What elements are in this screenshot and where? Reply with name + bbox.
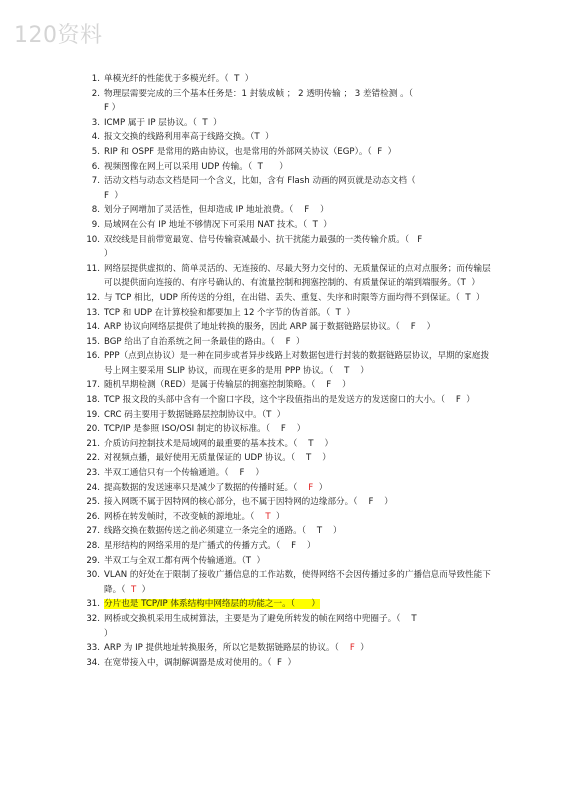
answer-mark: T <box>130 584 137 595</box>
item-text: TCP 报文段的头部中含有一个窗口字段，这个字段值指出的是发送方的发送窗口的大小。（ F ） <box>104 395 475 406</box>
list-item <box>86 422 496 437</box>
list-item <box>86 233 496 262</box>
item-number: 29. <box>86 555 100 566</box>
list-item <box>86 539 496 554</box>
item-text: RIP 和 OSPF 是常用的路由协议，也是常用的外部网关协议（EGP）。（ F ） <box>104 146 397 157</box>
item-number: 20. <box>86 424 100 435</box>
watermark-logo: 120资料 <box>14 23 103 48</box>
answer-mark: F <box>349 643 355 654</box>
list-item <box>86 174 496 203</box>
answer-mark: T <box>265 511 271 522</box>
list-item <box>86 72 496 87</box>
item-number: 8. <box>91 205 100 216</box>
item-number: 11. <box>86 263 100 274</box>
list-item <box>86 291 496 306</box>
item-text: 单模光纤的性能优于多模光纤。（ T ） <box>104 74 254 84</box>
list-item <box>86 451 496 466</box>
item-number: 23. <box>86 468 100 479</box>
item-text: 双绞线是目前带宽最宽、信号传输衰减最小、抗干扰能力最强的一类传输介质。（ F ） <box>104 234 423 260</box>
item-text: BGP 给出了自治系统之间一条最佳的路由。（ F ） <box>104 336 305 347</box>
item-text: 星形结构的网络采用的是广播式的传播方式。（ F ） <box>104 541 316 551</box>
item-number: 10. <box>86 234 100 245</box>
list-item <box>86 262 496 291</box>
list-item <box>86 612 496 641</box>
item-text: 提高数据的发送速率只是减少了数据的传播时延。（ F ） <box>104 482 328 493</box>
item-text: 接入网既不属于因特网的核心部分，也不属于因特网的边缘部分。（ F ） <box>104 497 393 508</box>
item-text: 随机早期检测（RED）是属于传输层的拥塞控制策略。（ F ） <box>104 380 351 391</box>
list-item <box>86 335 496 350</box>
item-text: ARP 为 IP 提供地址转换服务，所以它是数据链路层的协议。（ F ） <box>104 643 369 654</box>
item-text: 报文交换的线路利用率高于线路交换。（T ） <box>104 132 274 143</box>
item-text: PPP（点到点协议）是一种在同步或者异步线路上对数据包进行封装的数据链路层协议，早期的家庭拨号上网主要采用 SLIP 协议，而现在更多的是用 PPP 协议。（ T ） <box>104 351 490 376</box>
list-item <box>86 393 496 408</box>
list-item <box>86 495 496 510</box>
item-number: 2. <box>91 88 100 99</box>
item-number: 4. <box>91 132 100 143</box>
list-item <box>86 116 496 131</box>
item-number: 32. <box>86 613 100 624</box>
list-item <box>86 160 496 175</box>
list-item <box>86 554 496 569</box>
item-text: 分片也是 TCP/IP 体系结构中网络层的功能之一。（ ） <box>104 599 320 610</box>
item-number: 14. <box>86 322 100 333</box>
item-number: 18. <box>86 395 100 406</box>
list-item <box>86 349 496 378</box>
item-number: 25. <box>86 497 100 508</box>
item-number: 30. <box>86 570 100 581</box>
item-number: 15. <box>86 336 100 347</box>
list-item <box>86 145 496 160</box>
item-number: 19. <box>86 409 100 420</box>
item-text: 与 TCP 相比，UDP 所传送的分组，在出错、丢失、重复、失序和时限等方面均得不到保证。（ T ） <box>104 292 485 303</box>
question-list <box>86 72 496 670</box>
item-number: 34. <box>86 657 100 668</box>
item-text: 在宽带接入中，调制解调器是成对使用的。（ F ） <box>104 657 297 668</box>
list-item <box>86 218 496 233</box>
item-text: 介质访问控制技术是局域网的最重要的基本技术。（ T ） <box>104 438 334 449</box>
item-number: 13. <box>86 307 100 318</box>
item-number: 6. <box>91 161 100 172</box>
item-text: ARP 协议向网络层提供了地址转换的服务，因此 ARP 属于数据链路层协议。（ F ） <box>104 322 436 333</box>
item-text: 活动文档与动态文档是同一个含义，比如，含有 Flash 动画的网页就是动态文档（ F ） <box>104 176 416 201</box>
item-number: 17. <box>86 380 100 391</box>
item-text: 物理层需要完成的三个基本任务是：1 封装成帧 ； 2 透明传输 ； 3 差错检测 。（ F ） <box>104 88 413 114</box>
item-number: 31. <box>86 599 100 610</box>
item-text: 线路交换在数据传送之前必须建立一条完全的通路。（ T ） <box>104 526 342 537</box>
item-number: 27. <box>86 526 100 537</box>
list-item <box>86 510 496 525</box>
list-item <box>86 203 496 218</box>
list-item <box>86 437 496 452</box>
item-number: 5. <box>91 146 100 157</box>
item-text: TCP 和 UDP 在计算校验和都要加上 12 个字节的伪首部。（ T ） <box>104 307 355 318</box>
item-text: TCP/IP 是参照 ISO/OSI 制定的协议标准。（ F ） <box>104 424 306 435</box>
item-text: 视频图像在网上可以采用 UDP 传输。（ T ） <box>104 161 288 172</box>
item-number: 26. <box>86 511 100 522</box>
item-number: 22. <box>86 453 100 464</box>
item-number: 9. <box>91 219 100 230</box>
item-number: 16. <box>86 351 100 362</box>
list-item <box>86 408 496 423</box>
item-number: 33. <box>86 643 100 654</box>
item-number: 12. <box>86 292 100 303</box>
list-item <box>86 378 496 393</box>
item-text: 网桥在转发帧时，不改变帧的源地址。（ T ） <box>104 511 285 522</box>
list-item <box>86 568 496 597</box>
item-text: 网桥或交换机采用生成树算法，主要是为了避免所转发的帧在网络中兜圈子。（ T ） <box>104 613 417 639</box>
list-item <box>86 130 496 145</box>
item-text: 半双工与全双工都有两个传输通道。（T ） <box>104 555 266 566</box>
item-text: 局域网在公有 IP 地址不够情况下可采用 NAT 技术。（ T ） <box>104 219 332 230</box>
item-number: 1. <box>91 74 100 84</box>
item-text: ICMP 属于 IP 层协议。（ T ） <box>104 117 222 128</box>
item-number: 28. <box>86 541 100 551</box>
list-item <box>86 656 496 671</box>
item-text: VLAN 的好处在于限制了接收广播信息的工作站数，使得网络不会因传播过多的广播信息而导致性能下降。（ T ） <box>104 570 491 595</box>
item-text: CRC 码主要用于数据链路层控制协议中。（T ） <box>104 409 286 420</box>
answer-mark: F <box>308 482 314 493</box>
list-item <box>86 641 496 656</box>
item-number: 24. <box>86 482 100 493</box>
list-item <box>86 320 496 335</box>
item-text: 划分子网增加了灵活性，但却造成 IP 地址浪费。（ F ） <box>104 205 329 216</box>
list-item-highlighted <box>86 597 496 612</box>
list-item <box>86 481 496 496</box>
list-item <box>86 524 496 539</box>
item-text: 网络层提供虚拟的、简单灵活的、无连接的、尽最大努力交付的、无质量保证的点对点服务；而传输层可以提供面向连接的、有序号确认的、有流量控制和拥塞控制的、有质量保证的端到端服务。（T ） <box>104 263 491 289</box>
item-text: 对视频点播，最好使用无质量保证的 UDP 协议。（ T ） <box>104 453 331 464</box>
item-number: 7. <box>91 176 100 187</box>
list-item <box>86 87 496 116</box>
item-number: 3. <box>91 117 100 128</box>
list-item <box>86 466 496 481</box>
item-text: 半双工通信只有一个传输通道。（ F ） <box>104 468 264 479</box>
list-item <box>86 306 496 321</box>
item-number: 21. <box>86 438 100 449</box>
